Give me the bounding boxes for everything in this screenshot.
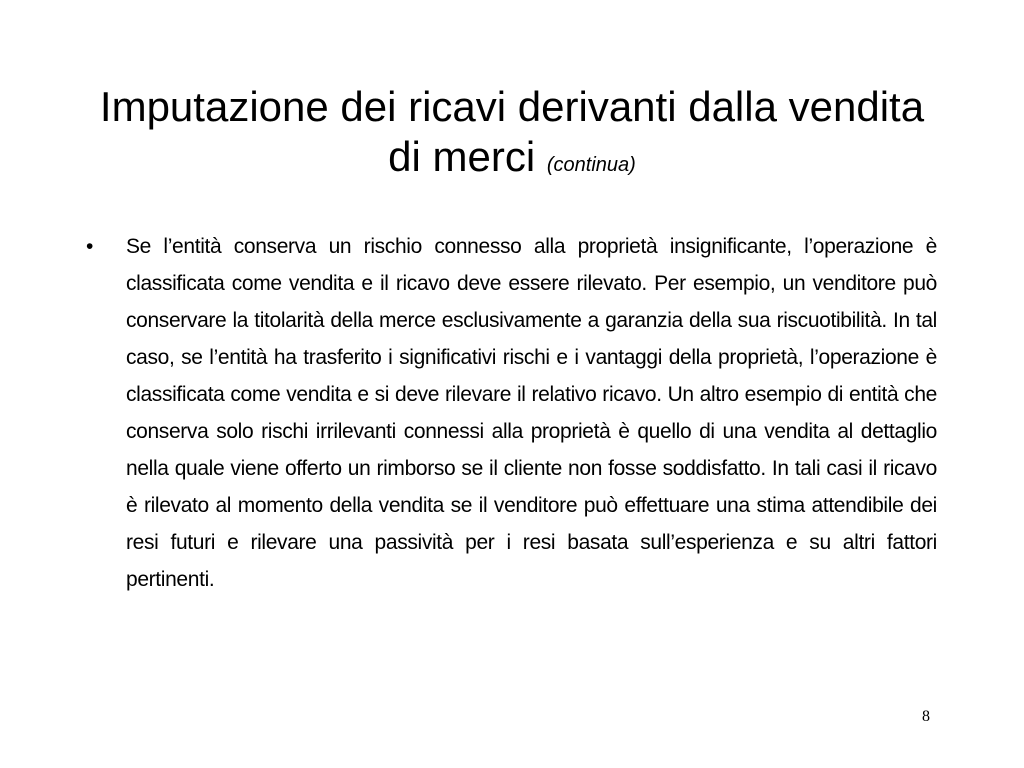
slide-title-suffix: (continua) [546,154,636,176]
bullet-marker: • [86,235,94,258]
page-number: 8 [922,708,930,725]
slide-title [80,82,944,190]
bullet-text: Se l’entità conserva un rischio connesso alla proprietà insignificante, l’operazione è classificata come vendita e il ricavo deve essere rilevato. Per esempio, un venditore può conservare la titolarità della merce esclusivamente a garanzia della sua riscuotibilità. In tal caso, se l’entità ha trasferito i significativi rischi e i vantaggi della proprietà, l’operazione è classificata come vendita e si deve rilevare il relativo ricavo. Un altro esempio di entità che conserva solo rischi irrilevanti connessi alla proprietà è quello di una vendita al dettaglio nella quale viene offerto un rimborso se il cliente non fosse soddisfatto. In tali casi il ricavo è rilevato al momento della vendita se il venditore può effettuare una stima attendibile dei resi futuri e rilevare una passività per i resi basata sull’esperienza e su altri fattori pertinenti. [126,235,937,591]
slide-title-text: Imputazione dei ricavi derivanti dalla vendita di merci [99,83,925,180]
